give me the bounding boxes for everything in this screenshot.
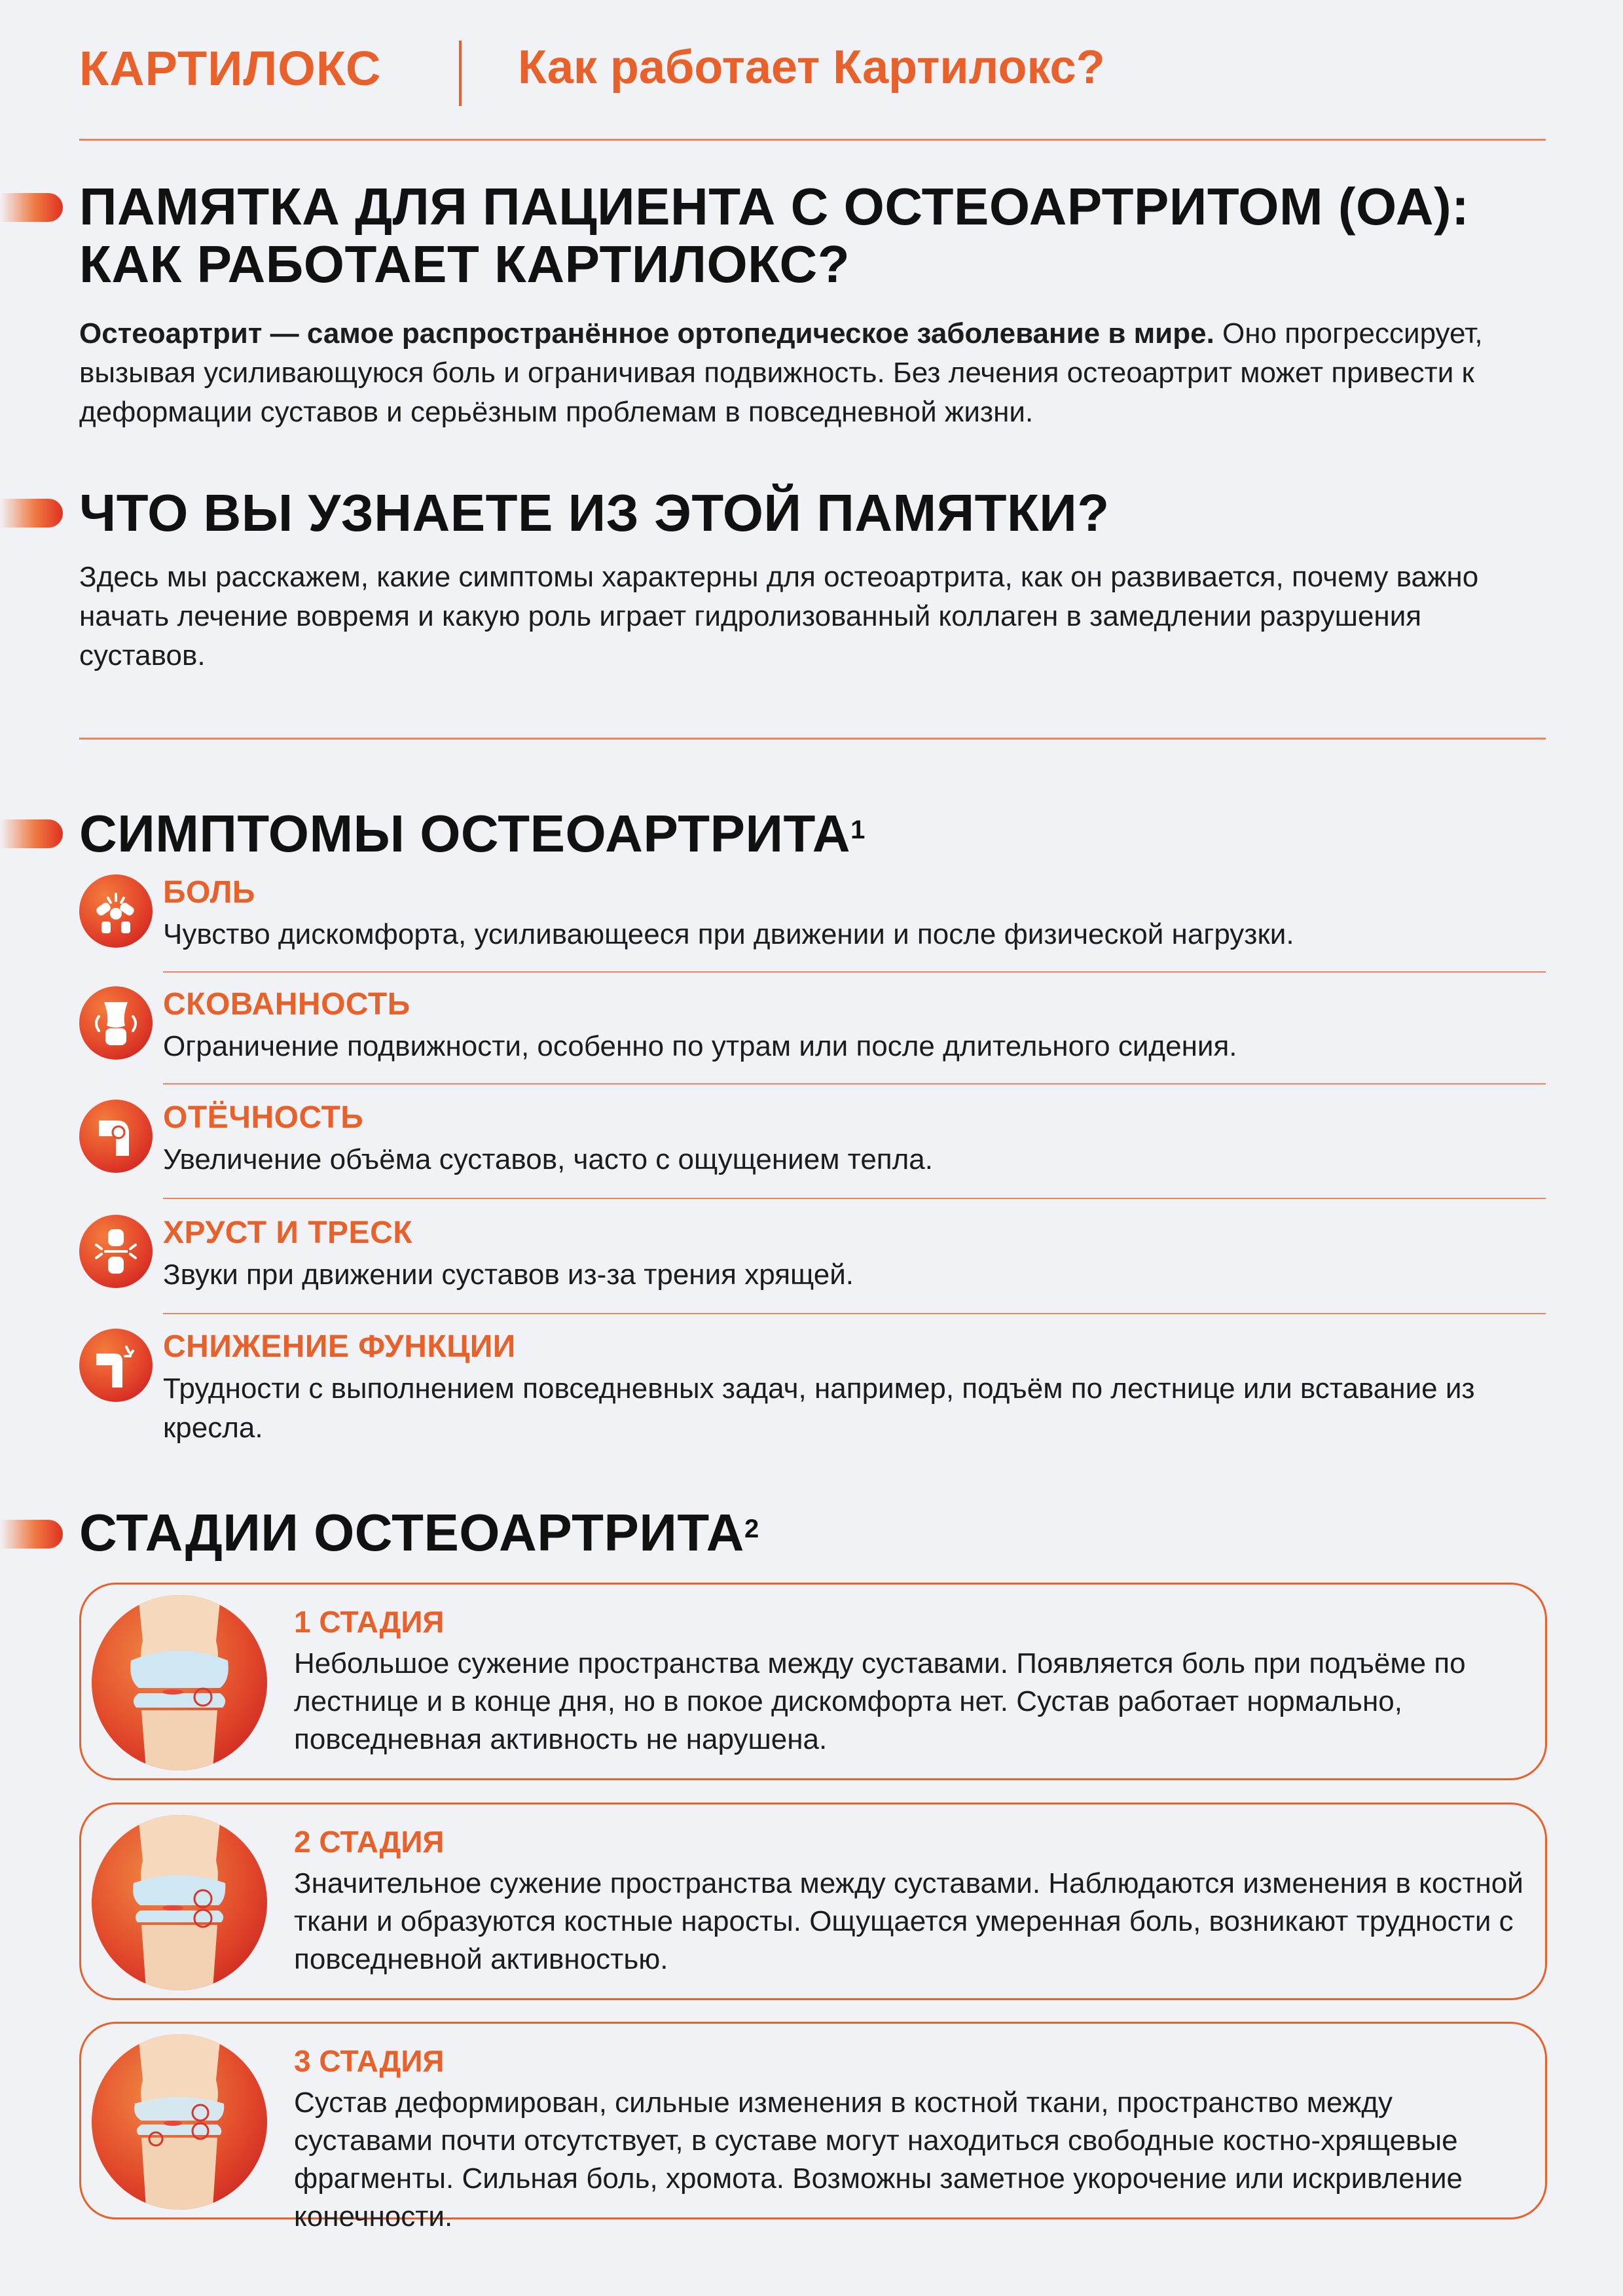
crunch-icon <box>79 1215 153 1288</box>
memo-lead-paragraph <box>79 314 1546 432</box>
symptom-text: Чувство дискомфорта, усиливающееся при движении и после физической нагрузки. <box>163 918 1294 950</box>
section-marker <box>0 193 63 222</box>
symptom-divider <box>163 1198 1546 1199</box>
knee-joint-illustration <box>92 1595 267 1770</box>
section-marker <box>0 499 63 528</box>
knee-joint-illustration <box>92 2034 267 2210</box>
memo-lead-bold: Остеоартрит — самое распространённое ортопедическое заболевание в мире. <box>79 317 1214 350</box>
symptom-text: Ограничение подвижности, особенно по утрам или после длительного сидения. <box>163 1030 1237 1062</box>
learn-paragraph: Здесь мы расскажем, какие симптомы характерны для остеоартрита, как он развивается, почему важно начать лечение вовремя и какую роль играет гидролизованный коллаген в замедлении разрушения суставов. <box>79 561 1479 672</box>
stiffness-icon <box>79 986 153 1060</box>
reduced-function-icon <box>79 1329 153 1402</box>
stage-text: Значительное сужение пространства между суставами. Наблюдаются изменения в костной ткани и образуются костные наросты. Ощущается умеренная боль, возникают трудности с повседневной активностью. <box>294 1867 1523 1975</box>
stage-title: 3 СТАДИЯ <box>294 2044 445 2078</box>
symptoms-title-text: СИМПТОМЫ ОСТЕОАРТРИТА <box>79 804 851 863</box>
knee-joint-illustration <box>92 1815 267 1990</box>
symptom-title: ОТЁЧНОСТЬ <box>163 1100 364 1135</box>
symptom-title: СКОВАННОСТЬ <box>163 987 410 1022</box>
stage-text: Сустав деформирован, сильные изменения в костной ткани, пространство между суставами почти отсутствует, в суставе могут находиться свободные костно-хрящевые фрагменты. Сильная боль, хромота. Возможны заметное укорочение или искривление конечности. <box>294 2087 1463 2233</box>
symptom-title: ХРУСТ И ТРЕСК <box>163 1215 413 1250</box>
symptom-divider <box>163 1313 1546 1314</box>
symptoms-title <box>79 805 1546 863</box>
header-subtitle: Как работает Картилокс? <box>518 41 1105 94</box>
stages-footnote-mark: 2 <box>744 1515 759 1543</box>
memo-lead-rest: Оно прогрессирует, вызывая усиливающуюся боль и ограничивая подвижность. Без лечения остеоартрит может привести к деформации суставов и серьёзным проблемам в повседневной жизни. <box>79 317 1483 428</box>
stage-text: Небольшое сужение пространства между суставами. Появляется боль при подъёме по лестнице и в конце дня, но в покое дискомфорта нет. Сустав работает нормально, повседневная активность не нарушена. <box>294 1647 1466 1755</box>
brand-logo-text: КАРТИЛОКС <box>79 41 382 96</box>
stage-card <box>79 1803 1547 2000</box>
stages-title-text: СТАДИИ ОСТЕОАРТРИТА <box>79 1503 744 1562</box>
learn-title: ЧТО ВЫ УЗНАЕТЕ ИЗ ЭТОЙ ПАМЯТКИ? <box>79 484 1110 542</box>
section-marker <box>0 819 63 848</box>
memo-title-line2: КАК РАБОТАЕТ КАРТИЛОКС? <box>79 235 850 293</box>
stages-title <box>79 1504 1546 1562</box>
header-divider <box>459 41 462 106</box>
symptom-text: Увеличение объёма суставов, часто с ощущением тепла. <box>163 1143 933 1175</box>
memo-title <box>79 178 1546 293</box>
stage-title: 2 СТАДИЯ <box>294 1825 445 1859</box>
symptom-divider <box>163 971 1546 973</box>
stage-title: 1 СТАДИЯ <box>294 1605 445 1639</box>
joint-pain-icon <box>79 874 153 948</box>
symptom-divider <box>163 1083 1546 1085</box>
header-rule <box>79 139 1546 141</box>
memo-title-line1: ПАМЯТКА ДЛЯ ПАЦИЕНТА С ОСТЕОАРТРИТОМ (ОА): <box>79 177 1470 236</box>
stage-card <box>79 2022 1547 2233</box>
symptom-title: БОЛЬ <box>163 875 255 910</box>
page-header <box>79 41 1546 106</box>
symptoms-footnote-mark: 1 <box>850 816 866 844</box>
symptom-text: Звуки при движении суставов из-за трения хрящей. <box>163 1259 854 1291</box>
symptom-title: СНИЖЕНИЕ ФУНКЦИИ <box>163 1329 516 1364</box>
section-marker <box>0 1520 63 1549</box>
section-rule <box>79 738 1546 740</box>
swelling-icon <box>79 1100 153 1173</box>
stage-card <box>79 1583 1547 1780</box>
symptom-text: Трудности с выполнением повседневных задач, например, подъём по лестнице или вставание из кресла. <box>163 1372 1475 1444</box>
